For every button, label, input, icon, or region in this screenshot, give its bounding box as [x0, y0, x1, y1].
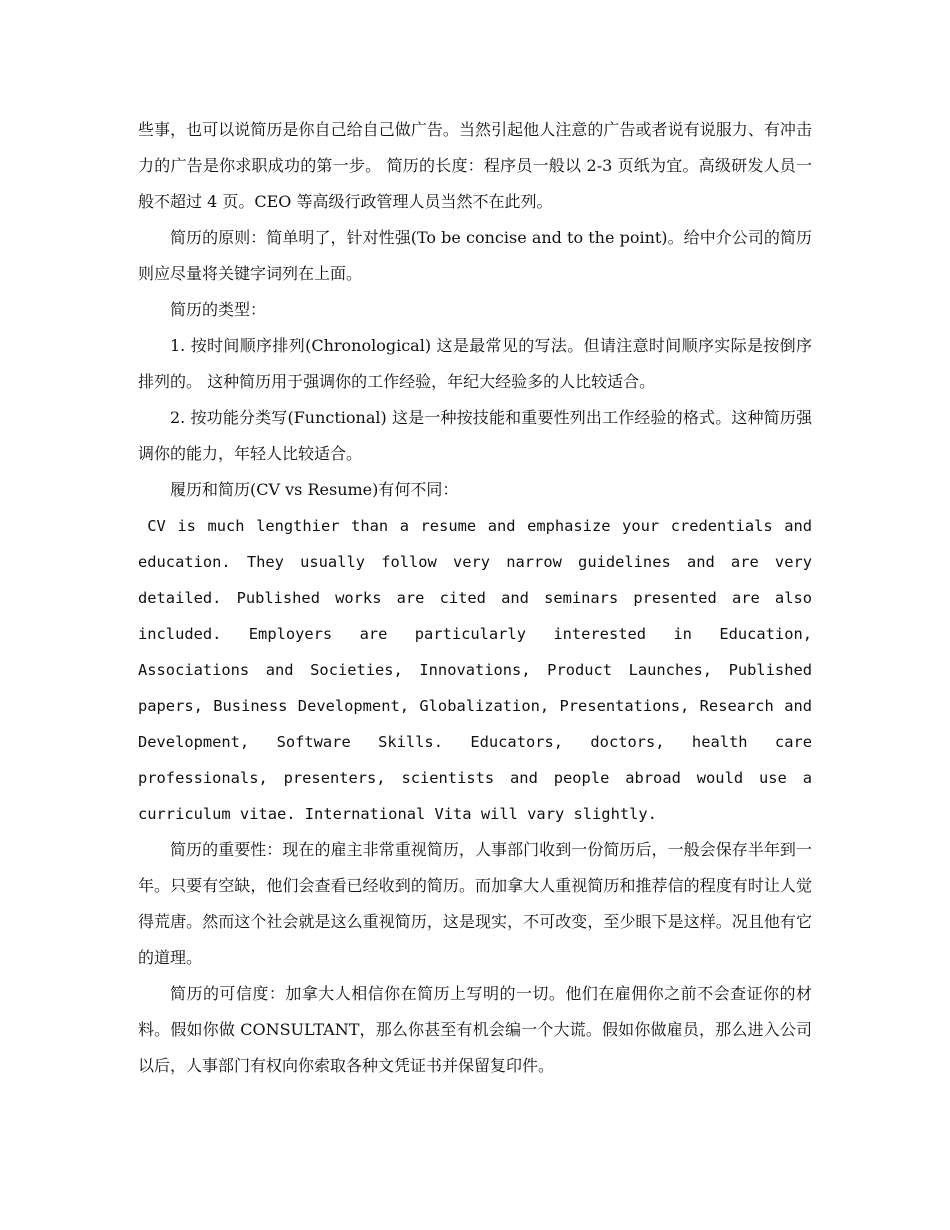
paragraph-credibility: 简历的可信度：加拿大人相信你在简历上写明的一切。他们在雇佣你之前不会查证你的材料。假如你做 CONSULTANT，那么你甚至有机会编一个大谎。假如你做雇员，那么进入公司以后，人事部门有权向你索取各种文凭证书并保留复印件。	[138, 984, 812, 1075]
paragraph-importance: 简历的重要性：现在的雇主非常重视简历，人事部门收到一份简历后，一般会保存半年到一年。只要有空缺，他们会查看已经收到的简历。而加拿大人重视简历和推荐信的程度有时让人觉得荒唐。然而这个社会就是这么重视简历，这是现实，不可改变，至少眼下是这样。况且他有它的道理。	[138, 840, 812, 967]
paragraph-functional: 2. 按功能分类写(Functional) 这是一种按技能和重要性列出工作经验的格式。这种简历强调你的能力，年轻人比较适合。	[138, 408, 812, 463]
paragraph-principles: 简历的原则：简单明了，针对性强(To be concise and to the point)。给中介公司的简历则应尽量将关键字词列在上面。	[138, 228, 812, 283]
paragraph-cv-english: CV is much lengthier than a resume and emphasize your credentials and education. They usually follow very narrow guidelines and are very detailed. Published works are cited and seminars presented are also included. Employers are particularly interested in Education, Associations and Societies, Innovations, Product Launches, Published papers, Business Development, Globalization, Presentations, Research and Development, Software Skills. Educators, doctors, health care professionals, presenters, scientists and people abroad would use a curriculum vitae. International Vita will vary slightly.	[138, 517, 812, 823]
paragraph-cv-vs-resume-heading: 履历和简历(CV vs Resume)有何不同：	[170, 480, 459, 499]
paragraph-chronological: 1. 按时间顺序排列(Chronological) 这是最常见的写法。但请注意时间顺序实际是按倒序排列的。 这种简历用于强调你的工作经验，年纪大经验多的人比较适合。	[138, 336, 812, 391]
paragraph-continuation: 些事，也可以说简历是你自己给自己做广告。当然引起他人注意的广告或者说有说服力、有冲击力的广告是你求职成功的第一步。 简历的长度：程序员一般以 2-3 页纸为宜。高级研发人员一般不超过 4 页。CEO 等高级行政管理人员当然不在此列。	[138, 120, 812, 211]
document-page	[138, 112, 812, 1084]
paragraph-types-heading: 简历的类型：	[170, 300, 267, 319]
